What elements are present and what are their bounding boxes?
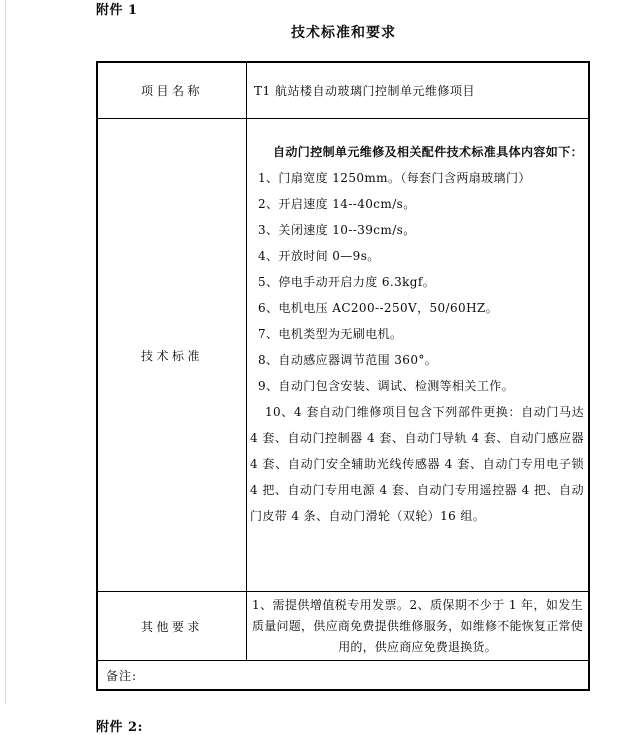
- spec-table: [96, 61, 590, 691]
- table-row-remarks: [97, 661, 589, 691]
- technical-standard-label: 技术标准: [97, 119, 247, 592]
- technical-standard-item: 4、开放时间 0—9s。: [258, 249, 380, 263]
- table-row-other-requirements: [97, 592, 589, 661]
- page-left-edge-line: [5, 0, 6, 704]
- technical-standard-item: 2、开启速度 14--40cm/s。: [258, 197, 416, 211]
- other-requirements-label: 其他要求: [97, 592, 247, 661]
- technical-standard-heading: 自动门控制单元维修及相关配件技术标准具体内容如下：: [273, 145, 584, 159]
- technical-standard-item: 8、自动感应器调节范围 360°。: [258, 353, 438, 367]
- technical-standard-item: 9、自动门包含安装、调试、检测等相关工作。: [258, 379, 515, 393]
- document-content: [96, 4, 591, 735]
- page-title: 技术标准和要求: [291, 25, 396, 41]
- technical-standard-item-10: 10、4 套自动门维修项目包含下列部件更换：自动门马达 4 套、自动门控制器 4 套、自动门导轨 4 套、自动门感应器 4 套、自动门安全辅助光线传感器 4 套、自动门专用电子锁 4 把、自动门专用电源 4 套、自动门专用遥控器 4 把、自动门皮带 4 条、自动门滑轮（双轮）16 组。: [250, 405, 584, 523]
- remarks-label: 备注:: [97, 661, 589, 691]
- technical-standard-item: 7、电机类型为无刷电机。: [258, 327, 403, 341]
- project-name-label: 项目名称: [97, 62, 247, 119]
- table-row-technical-standard: [97, 119, 589, 592]
- other-requirements-value: 1、需提供增值税专用发票。2、质保期不少于 1 年，如发生质量问题，供应商免费提供维修服务，如维修不能恢复正常使用的，供应商应免费退换货。: [247, 592, 590, 661]
- attachment-1-label: 附件 1: [96, 3, 138, 18]
- attachment-2-label: 附件 2:: [96, 720, 143, 735]
- technical-standard-item: 6、电机电压 AC200--250V，50/60HZ。: [258, 301, 499, 315]
- project-name-value: T1 航站楼自动玻璃门控制单元维修项目: [247, 62, 590, 119]
- table-row-project-name: [97, 62, 589, 119]
- technical-standard-item: 1、门扇宽度 1250mm。（每套门含两扇玻璃门）: [258, 171, 531, 185]
- technical-standard-item: 5、停电手动开启力度 6.3kgf。: [258, 275, 436, 289]
- technical-standard-content: [247, 119, 590, 592]
- technical-standard-item: 3、关闭速度 10--39cm/s。: [258, 223, 416, 237]
